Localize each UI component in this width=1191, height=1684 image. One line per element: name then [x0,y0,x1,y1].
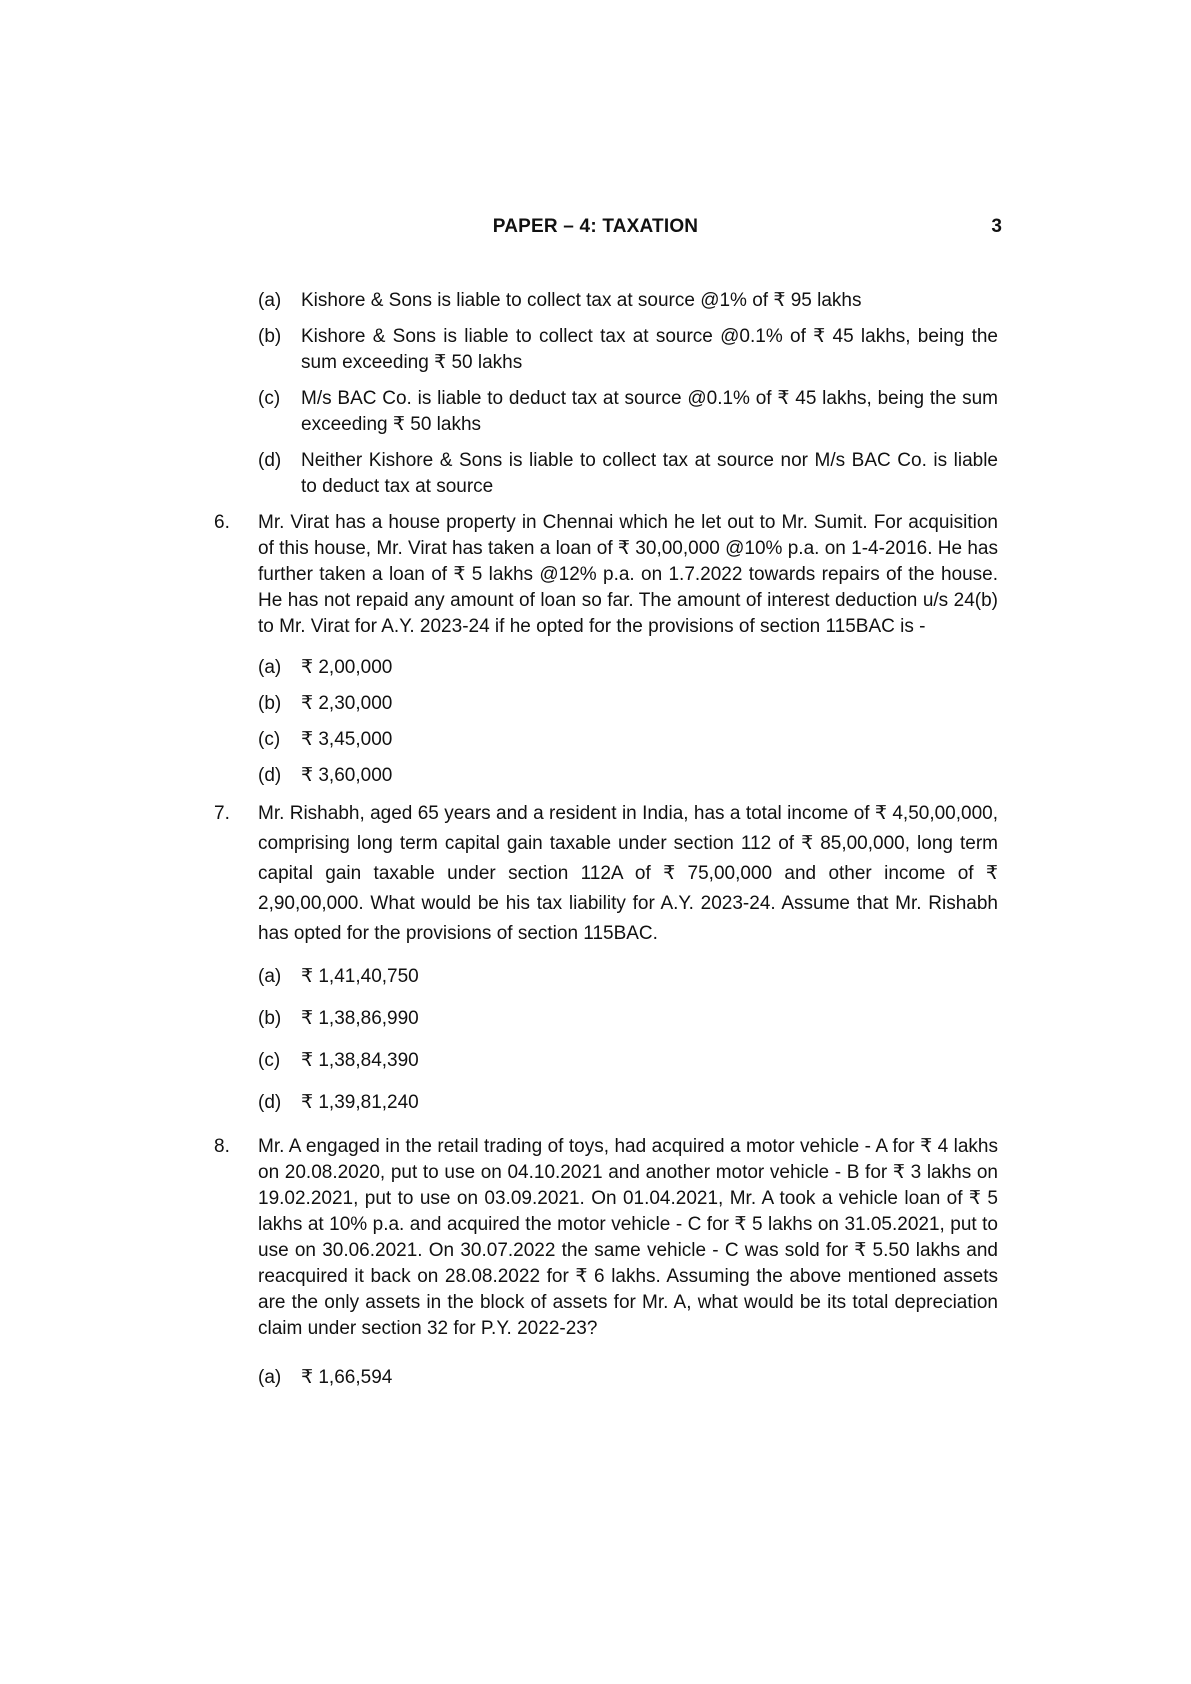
option-label: (d) [258,765,282,786]
option-label: (a) [258,1367,282,1388]
option-label: (d) [258,450,282,471]
option-label: (a) [258,966,282,987]
option-text: ₹ 1,41,40,750 [301,966,419,987]
option-text: Kishore & Sons is liable to collect tax at source @0.1% of ₹ 45 lakhs, being the sum exceeding ₹ 50 lakhs [301,326,998,373]
option-text: ₹ 2,30,000 [301,693,393,714]
option-label: (c) [258,729,281,750]
option-label: (b) [258,326,282,347]
option-text: M/s BAC Co. is liable to deduct tax at source @0.1% of ₹ 45 lakhs, being the sum exceeding ₹ 50 lakhs [301,388,998,435]
option-text: ₹ 2,00,000 [301,657,393,678]
option-text: ₹ 1,39,81,240 [301,1092,419,1113]
q8-text: Mr. A engaged in the retail trading of toys, had acquired a motor vehicle - A for ₹ 4 lakhs on 20.08.2020, put to use on 04.10.2021 and another motor vehicle - B for ₹ 3 lakhs on 19.02.2021, put to use on 03.09.2021. On 01.04.2021, Mr. A took a vehicle loan of ₹ 5 lakhs at 10% p.a. and acquired the motor vehicle - C for ₹ 5 lakhs on 31.05.2021, put to use on 30.06.2021. On 30.07.2022 the same vehicle - C was sold for ₹ 5.50 lakhs and reacquired it back on 28.08.2022 for ₹ 6 lakhs. Assuming the above mentioned assets are the only assets in the block of assets for Mr. A, what would be its total depreciation claim under section 32 for P.Y. 2022-23? [258,1136,998,1339]
option-label: (d) [258,1092,282,1113]
q8-number: 8. [214,1136,230,1157]
option-text: ₹ 1,66,594 [301,1367,393,1388]
option-label: (b) [258,1008,282,1029]
option-label: (c) [258,388,281,409]
q7-text: Mr. Rishabh, aged 65 years and a resident in India, has a total income of ₹ 4,50,00,000, comprising long term capital gain taxable under section 112 of ₹ 85,00,000, long term capital gain taxable under section 112A of ₹ 75,00,000 and other income of ₹ 2,90,00,000. What would be his tax liability for A.Y. 2023-24. Assume that Mr. Rishabh has opted for the provisions of section 115BAC. [258,803,998,944]
q6-number: 6. [214,512,230,533]
option-label: (b) [258,693,282,714]
q6-text: Mr. Virat has a house property in Chennai which he let out to Mr. Sumit. For acquisition of this house, Mr. Virat has taken a loan of ₹ 30,00,000 @10% p.a. on 1-4-2016. He has further taken a loan of ₹ 5 lakhs @12% p.a. on 1.7.2022 towards repairs of the house. He has not repaid any amount of loan so far. The amount of interest deduction u/s 24(b) to Mr. Virat for A.Y. 2023-24 if he opted for the provisions of section 115BAC is - [258,512,998,637]
option-text: Neither Kishore & Sons is liable to collect tax at source nor M/s BAC Co. is liable to deduct tax at source [301,450,998,497]
option-text: ₹ 1,38,84,390 [301,1050,419,1071]
option-label: (a) [258,657,282,678]
page-title: PAPER – 4: TAXATION [492,216,699,237]
page-header [0,216,1191,246]
option-label: (a) [258,290,282,311]
option-text: Kishore & Sons is liable to collect tax at source @1% of ₹ 95 lakhs [301,290,862,311]
option-label: (c) [258,1050,281,1071]
page-number: 3 [991,216,1002,237]
option-text: ₹ 3,60,000 [301,765,393,786]
option-text: ₹ 1,38,86,990 [301,1008,419,1029]
q7-number: 7. [214,803,230,824]
option-text: ₹ 3,45,000 [301,729,393,750]
